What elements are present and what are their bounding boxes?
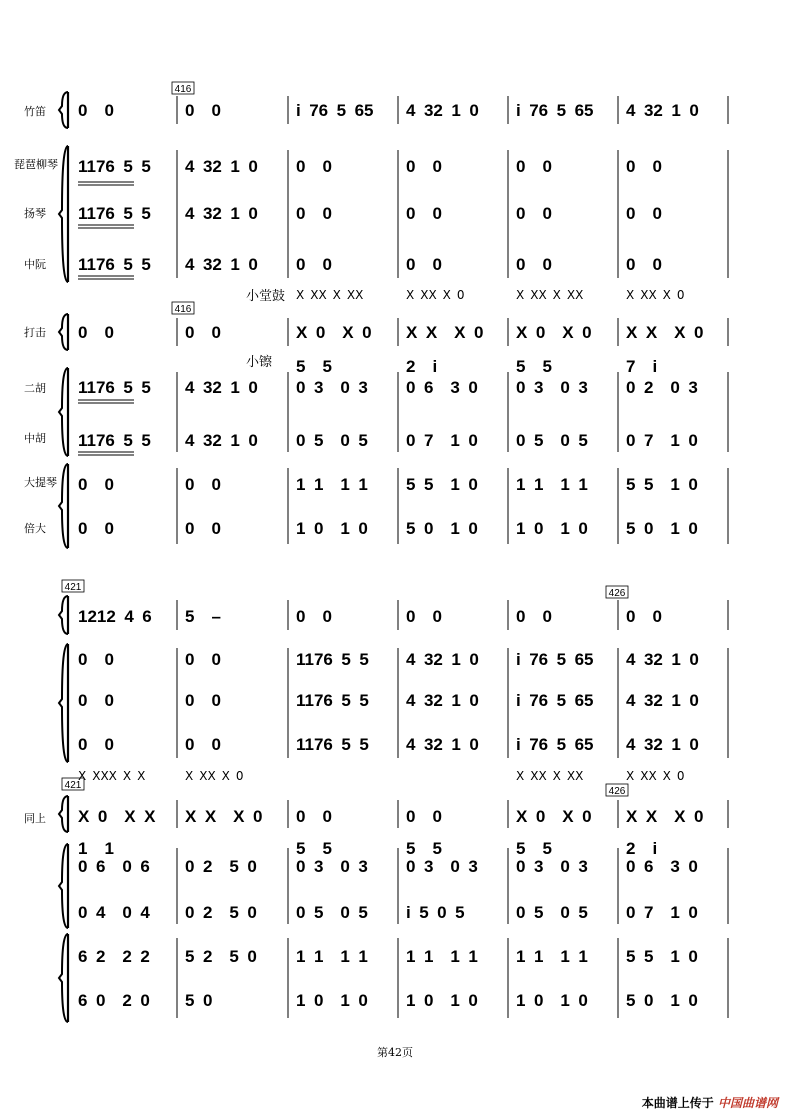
note-group: i 76 5 65 (516, 101, 594, 120)
note-group: 0 0 (406, 204, 442, 223)
note-group: 5 5 1 0 (406, 475, 478, 494)
note-group: X XXX X X (78, 769, 146, 783)
note-group: 1176 5 5 (78, 157, 151, 176)
measure-number: 426 (608, 786, 626, 797)
note-group: 0 0 (185, 475, 221, 494)
note-group: X X X 0 (185, 807, 263, 826)
note-group: 1176 5 5 (78, 378, 151, 397)
note-group: 0 2 5 0 (185, 857, 257, 876)
note-group: 0 0 (78, 691, 114, 710)
note-group: 4 32 1 0 (626, 101, 699, 120)
note-group: 0 0 (185, 323, 221, 342)
note-group: 0 6 3 0 (626, 857, 698, 876)
instrument-label: 打击 (24, 326, 46, 339)
note-group: 0 3 0 3 (296, 378, 368, 397)
note-group: X X X 0 (626, 807, 704, 826)
note-group: 4 32 1 0 (185, 157, 258, 176)
group-brace (59, 464, 68, 548)
note-group: 1176 5 5 (296, 650, 369, 669)
note-group: 7 i (626, 357, 658, 376)
upload-credit (642, 1094, 778, 1111)
note-group: X X X 0 (406, 323, 484, 342)
note-group: 0 5 0 5 (296, 903, 368, 922)
instrument-label: 大提琴 (24, 476, 57, 489)
note-group: 0 7 1 0 (626, 431, 698, 450)
note-group: 4 32 1 0 (185, 378, 258, 397)
note-group: X XX X 0 (626, 769, 685, 783)
group-brace (59, 92, 68, 128)
note-group: 0 0 (185, 735, 221, 754)
note-group: 1176 5 5 (296, 735, 369, 754)
note-group: 0 0 (516, 607, 552, 626)
group-brace (59, 644, 68, 762)
note-group: 1 0 1 0 (516, 519, 588, 538)
credit-brand: 中国曲谱网 (717, 1096, 778, 1110)
note-group: 0 5 0 5 (516, 903, 588, 922)
percussion-label: 小镲 (246, 355, 273, 370)
note-group: 0 3 0 3 (516, 378, 588, 397)
note-group: 1 1 1 1 (516, 947, 588, 966)
note-group: 6 2 2 2 (78, 947, 150, 966)
note-group: 0 0 (185, 650, 221, 669)
note-group: 5 5 (516, 839, 552, 858)
note-group: 2 i (626, 839, 658, 858)
note-group: 1 1 1 1 (406, 947, 478, 966)
note-group: X 0 X 0 (516, 323, 592, 342)
instrument-label: 琵琶柳琴 (14, 158, 58, 171)
note-group: 0 0 (406, 807, 442, 826)
measure-number: 416 (174, 84, 192, 95)
note-group: 0 0 (185, 519, 221, 538)
note-group: 1 1 1 1 (296, 947, 368, 966)
note-group: 1 0 1 0 (296, 991, 368, 1010)
instrument-label: 二胡 (24, 382, 46, 395)
note-group: 1212 4 6 (78, 607, 152, 626)
note-group: 5 0 (185, 991, 213, 1010)
note-group: 4 32 1 0 (626, 735, 699, 754)
note-group: 4 32 1 0 (626, 691, 699, 710)
note-group: 0 4 0 4 (78, 903, 150, 922)
instrument-label: 中阮 (24, 258, 46, 271)
note-group: 1176 5 5 (78, 255, 151, 274)
note-group: 0 6 0 6 (78, 857, 150, 876)
note-group: 5 5 (296, 357, 332, 376)
credit-text: 本曲谱上传于 (641, 1096, 714, 1110)
note-group: X XX X XX (296, 288, 364, 302)
measure-number: 421 (64, 582, 82, 593)
note-group: 0 2 5 0 (185, 903, 257, 922)
note-group: 1 0 1 0 (406, 991, 478, 1010)
note-group: i 76 5 65 (516, 735, 594, 754)
note-group: 4 32 1 0 (185, 431, 258, 450)
note-group: X 0 X 0 (296, 323, 372, 342)
note-group: 0 0 (78, 735, 114, 754)
note-group: 4 32 1 0 (185, 255, 258, 274)
page-number: 第42页 (377, 1046, 413, 1059)
note-group: 0 0 (516, 255, 552, 274)
measure-number: 416 (174, 304, 192, 315)
note-group: 0 0 (296, 157, 332, 176)
note-group: 1 1 (78, 839, 114, 858)
note-group: 0 0 (296, 807, 332, 826)
note-group: 0 0 (516, 204, 552, 223)
measure-number: 421 (64, 780, 82, 791)
note-group: 0 3 0 3 (516, 857, 588, 876)
group-brace (59, 314, 68, 350)
note-group: 0 0 (516, 157, 552, 176)
note-group: 1176 5 5 (78, 431, 151, 450)
note-group: i 76 5 65 (516, 650, 594, 669)
note-group: 5 0 1 0 (406, 519, 478, 538)
note-group: X XX X XX (516, 288, 584, 302)
note-group: 1 1 1 1 (516, 475, 588, 494)
note-group: i 76 5 65 (296, 101, 374, 120)
note-group: 5 5 (406, 839, 442, 858)
note-group: 0 0 (185, 691, 221, 710)
note-group: 1 0 1 0 (516, 991, 588, 1010)
note-group: 5 2 5 0 (185, 947, 257, 966)
note-group: 0 0 (78, 323, 114, 342)
note-group: i 76 5 65 (516, 691, 594, 710)
note-group: 5 – (185, 607, 221, 626)
percussion-label: 小堂鼓 (246, 289, 286, 304)
note-group: 5 5 1 0 (626, 475, 698, 494)
group-brace (59, 844, 68, 928)
note-group: 0 7 1 0 (626, 903, 698, 922)
note-group: 4 32 1 0 (406, 691, 479, 710)
note-group: 0 0 (406, 255, 442, 274)
note-group: 0 0 (78, 650, 114, 669)
note-group: X XX X 0 (626, 288, 685, 302)
note-group: 0 0 (78, 101, 114, 120)
note-group: 0 0 (296, 204, 332, 223)
note-group: 0 0 (626, 255, 662, 274)
group-brace (59, 596, 68, 634)
note-group: 5 5 1 0 (626, 947, 698, 966)
instrument-label: 竹笛 (24, 105, 46, 118)
note-group: X XX X XX (516, 769, 584, 783)
group-brace (59, 146, 68, 282)
note-group: 1 1 1 1 (296, 475, 368, 494)
note-group: 4 32 1 0 (185, 204, 258, 223)
note-group: 4 32 1 0 (406, 650, 479, 669)
note-group: 5 0 1 0 (626, 519, 698, 538)
measure-number: 426 (608, 588, 626, 599)
note-group: 1176 5 5 (296, 691, 369, 710)
note-group: 0 0 (296, 255, 332, 274)
note-group: i 5 0 5 (406, 903, 465, 922)
note-group: 0 0 (296, 607, 332, 626)
note-group: 0 0 (78, 475, 114, 494)
instrument-label: 倍大 (24, 522, 46, 535)
note-group: 5 5 (296, 839, 332, 858)
note-group: 0 3 0 3 (296, 857, 368, 876)
note-group: 4 32 1 0 (406, 101, 479, 120)
group-brace (59, 368, 68, 456)
note-group: 1176 5 5 (78, 204, 151, 223)
note-group: 0 3 0 3 (406, 857, 478, 876)
note-group: 2 i (406, 357, 438, 376)
note-group: 1 0 1 0 (296, 519, 368, 538)
note-group: 0 0 (406, 157, 442, 176)
note-group: X 0 X X (78, 807, 156, 826)
note-group: 0 7 1 0 (406, 431, 478, 450)
group-brace (59, 796, 68, 832)
note-group: X XX X 0 (406, 288, 465, 302)
note-group: 5 5 (516, 357, 552, 376)
note-group: 0 0 (78, 519, 114, 538)
note-group: X 0 X 0 (516, 807, 592, 826)
note-group: 0 0 (626, 204, 662, 223)
note-group: 0 0 (185, 101, 221, 120)
note-group: X X X 0 (626, 323, 704, 342)
note-group: 5 0 1 0 (626, 991, 698, 1010)
note-group: 0 6 3 0 (406, 378, 478, 397)
note-group: 0 5 0 5 (296, 431, 368, 450)
note-group: 6 0 2 0 (78, 991, 150, 1010)
note-group: X XX X 0 (185, 769, 244, 783)
note-group: 4 32 1 0 (406, 735, 479, 754)
instrument-label: 扬琴 (24, 207, 46, 220)
note-group: 0 0 (626, 607, 662, 626)
note-group: 0 0 (406, 607, 442, 626)
instrument-label: 中胡 (24, 432, 46, 445)
group-brace (59, 934, 68, 1022)
note-group: 0 5 0 5 (516, 431, 588, 450)
instrument-label: 同上 (24, 812, 46, 825)
note-group: 0 0 (626, 157, 662, 176)
note-group: 0 2 0 3 (626, 378, 698, 397)
note-group: 4 32 1 0 (626, 650, 699, 669)
